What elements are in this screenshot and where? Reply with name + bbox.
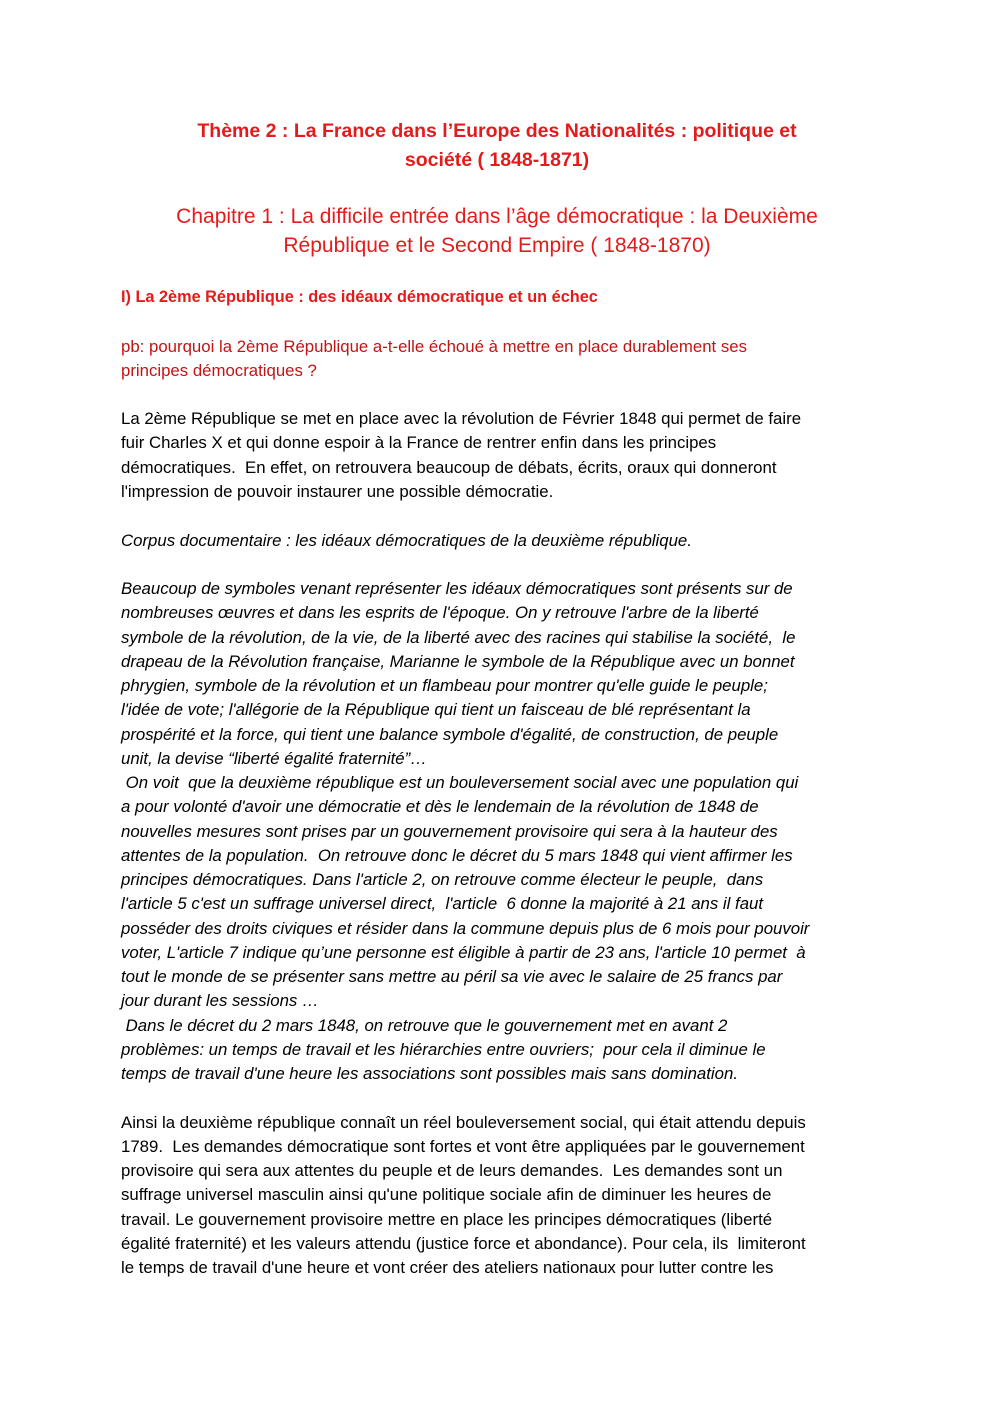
corpus-line-6: l'idée de vote; l'allégorie de la République qui tient un faisceau de blé représentant la	[121, 700, 751, 719]
corpus-line-2: nombreuses œuvres et dans les esprits de l'époque. On y retrouve l'arbre de la liberté	[121, 603, 759, 622]
corpus-line-3: symbole de la révolution, de la vie, de la liberté avec des racines qui stabilise la société, le	[121, 628, 796, 647]
intro-line-2: fuir Charles X et qui donne espoir à la France de rentrer enfin dans les principes	[121, 433, 717, 452]
corpus-line-4: drapeau de la Révolution française, Marianne le symbole de la République avec un bonnet	[121, 652, 795, 671]
corpus-line-9: On voit que la deuxième république est un bouleversement social avec une population qui	[121, 773, 799, 792]
corpus-line-16: voter, L'article 7 indique qu’une personne est éligible à partir de 23 ans, l'article 10 permet à	[121, 943, 806, 962]
conclusion-line-5: travail. Le gouvernement provisoire mettre en place les principes démocratiques (liberté	[121, 1210, 773, 1229]
problematique-line-2: principes démocratiques ?	[121, 361, 317, 380]
chapter-title-line-2: République et le Second Empire ( 1848-1870)	[283, 234, 711, 257]
corpus-line-10: a pour volonté d'avoir une démocratie et dès le lendemain de la révolution de 1848 de	[121, 797, 759, 816]
conclusion-line-3: provisoire qui sera aux attentes du peuple et de leurs demandes. Les demandes sont un	[121, 1161, 783, 1180]
theme-title-line-2: société ( 1848-1871)	[404, 149, 590, 171]
intro-line-1: La 2ème République se met en place avec la révolution de Février 1848 qui permet de faire	[121, 409, 802, 428]
corpus-line-18: jour durant les sessions …	[121, 991, 319, 1010]
conclusion-line-2: 1789. Les demandes démocratique sont fortes et vont être appliquées par le gouvernement	[121, 1137, 805, 1156]
corpus-line-7: prospérité et la force, qui tient une balance symbole d'égalité, de construction, de peuple	[121, 725, 779, 744]
conclusion-line-1: Ainsi la deuxième république connaît un réel bouleversement social, qui était attendu depuis	[121, 1113, 806, 1132]
corpus-line-20: problèmes: un temps de travail et les hiérarchies entre ouvriers; pour cela il diminue le	[121, 1040, 766, 1059]
corpus-line-17: tout le monde de se présenter sans mettre au péril sa vie avec le salaire de 25 francs par	[121, 967, 783, 986]
corpus-line-15: posséder des droits civiques et résider dans la commune depuis plus de 6 mois pour pouvoir	[121, 919, 810, 938]
corpus-line-1: Beaucoup de symboles venant représenter les idéaux démocratiques sont présents sur de	[121, 579, 793, 598]
corpus-line-21: temps de travail d'une heure les associations sont possibles mais sans domination.	[121, 1064, 738, 1083]
corpus-line-14: l'article 5 c'est un suffrage universel direct, l'article 6 donne la majorité à 21 ans il faut	[121, 894, 764, 913]
conclusion-line-6: égalité fraternité) et les valeurs attendu (justice force et abondance). Pour cela, ils limiteront	[121, 1234, 806, 1253]
corpus-line-11: nouvelles mesures sont prises par un gouvernement provisoire qui sera à la hauteur des	[121, 822, 778, 841]
section-heading: I) La 2ème République : des idéaux démocratique et un échec	[121, 288, 598, 306]
corpus-line-13: principes démocratiques. Dans l'article 2, on retrouve comme électeur le peuple, dans	[121, 870, 764, 889]
corpus-title: Corpus documentaire : les idéaux démocratiques de la deuxième république.	[121, 531, 692, 550]
conclusion-line-7: le temps de travail d'une heure et vont créer des ateliers nationaux pour lutter contre les	[121, 1258, 774, 1277]
theme-title-line-1: Thème 2 : La France dans l’Europe des Nationalités : politique et	[197, 120, 797, 142]
intro-line-3: démocratiques. En effet, on retrouvera beaucoup de débats, écrits, oraux qui donneront	[121, 458, 777, 477]
corpus-line-8: unit, la devise “liberté égalité fraternité”…	[121, 749, 427, 768]
chapter-title-line-1: Chapitre 1 : La difficile entrée dans l’âge démocratique : la Deuxième	[176, 205, 818, 228]
corpus-line-19: Dans le décret du 2 mars 1848, on retrouve que le gouvernement met en avant 2	[121, 1016, 728, 1035]
intro-line-4: l'impression de pouvoir instaurer une possible démocratie.	[121, 482, 554, 501]
corpus-line-5: phrygien, symbole de la révolution et un flambeau pour montrer qu'elle guide le peuple;	[121, 676, 768, 695]
conclusion-line-4: suffrage universel masculin ainsi qu'une politique sociale afin de diminuer les heures de	[121, 1185, 772, 1204]
corpus-line-12: attentes de la population. On retrouve donc le décret du 5 mars 1848 qui vient affirmer les	[121, 846, 793, 865]
problematique-line-1: pb: pourquoi la 2ème République a-t-elle échoué à mettre en place durablement ses	[121, 337, 747, 356]
